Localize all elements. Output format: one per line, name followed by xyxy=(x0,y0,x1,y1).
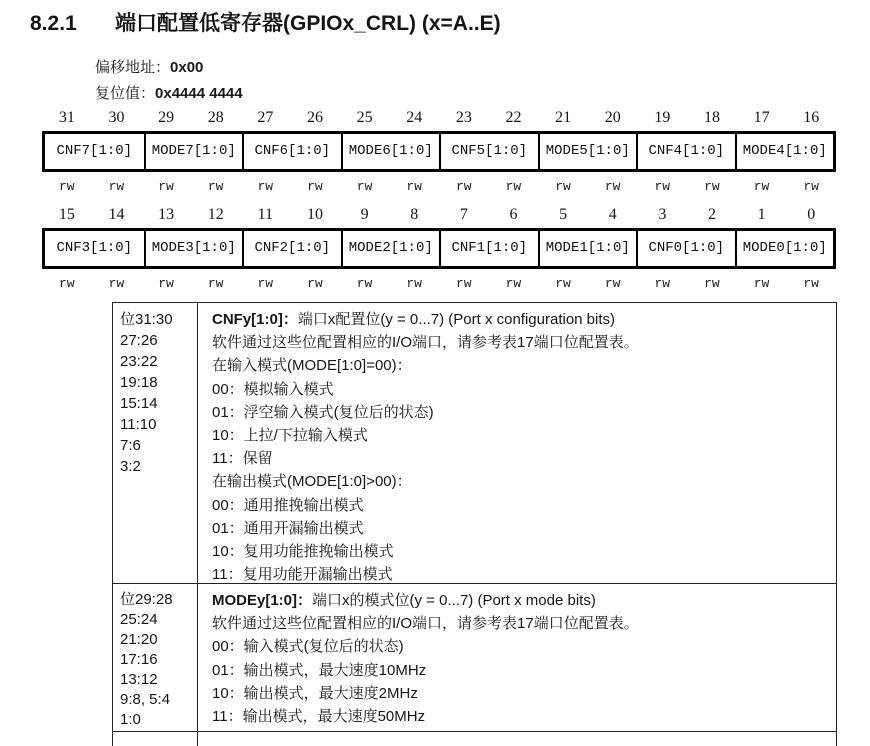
field-cell: CNF7[1:0] xyxy=(56,143,133,159)
access-flag: rw xyxy=(59,276,75,291)
bit-number: 19 xyxy=(654,109,671,126)
bit-range-line: 25:24 xyxy=(120,611,158,628)
field-term-rest: 端口x配置位(y = 0...7) (Port x configuration bits) xyxy=(297,311,616,328)
bit-number: 22 xyxy=(505,109,522,126)
field-cell: CNF6[1:0] xyxy=(242,134,341,169)
bit-number: 16 xyxy=(803,109,820,126)
description-line: 00：模拟输入模式 xyxy=(212,380,334,398)
access-flag: rw xyxy=(803,276,819,291)
field-term-rest: 端口x的模式位(y = 0...7) (Port x mode bits) xyxy=(312,592,596,609)
bit-number: 20 xyxy=(604,109,621,126)
description-line: 00：通用推挽输出模式 xyxy=(212,496,364,514)
bit-number: 4 xyxy=(608,206,617,223)
description-lines xyxy=(212,331,828,583)
access-flag: rw xyxy=(803,179,819,194)
bit-range-line: 1:0 xyxy=(120,711,141,728)
access-flag: rw xyxy=(257,276,274,291)
bit-number: 31 xyxy=(58,109,75,126)
bit-number: 15 xyxy=(58,206,75,223)
description-lines xyxy=(212,612,828,728)
field-cell: MODE4[1:0] xyxy=(735,134,834,169)
access-flag: rw xyxy=(654,179,671,194)
bit-number: 2 xyxy=(707,206,716,223)
access-flag: rw xyxy=(108,179,125,194)
field-cell: MODE3[1:0] xyxy=(144,231,243,266)
field-term: MODEy[1:0]： xyxy=(212,592,313,609)
bit-range-column xyxy=(113,303,197,583)
field-cell: CNF0[1:0] xyxy=(636,231,735,266)
access-flag: rw xyxy=(59,179,75,194)
description-line: 11：输出模式，最大速度50MHz xyxy=(212,708,426,726)
register-table-low xyxy=(42,204,836,291)
access-flag: rw xyxy=(505,276,522,291)
bit-number: 14 xyxy=(108,206,125,223)
bit-number: 27 xyxy=(257,109,274,126)
bit-number: 24 xyxy=(406,109,423,126)
bit-number: 9 xyxy=(360,206,369,223)
bit-number: 30 xyxy=(108,109,125,126)
field-term: CNFy[1:0]： xyxy=(212,311,298,328)
bit-number: 0 xyxy=(807,206,816,223)
field-cell: CNF5[1:0] xyxy=(439,134,538,169)
field-cell: CNF3[1:0] xyxy=(56,240,133,256)
access-flag: rw xyxy=(158,179,174,194)
bit-range-line: 13:12 xyxy=(120,671,158,688)
bit-range-line: 23:22 xyxy=(120,353,158,370)
field-cell: MODE0[1:0] xyxy=(735,231,834,266)
description-line: 10：上拉/下拉输入模式 xyxy=(212,427,368,445)
access-flag: rw xyxy=(456,276,472,291)
bit-range-line: 27:26 xyxy=(120,332,158,349)
bit-number: 17 xyxy=(753,109,770,126)
bit-number: 29 xyxy=(158,109,175,126)
description-line: 10：输出模式，最大速度2MHz xyxy=(212,684,418,702)
bit-number: 23 xyxy=(455,109,472,126)
access-flag: rw xyxy=(753,179,770,194)
description-row-mode xyxy=(113,584,836,732)
description-line: 在输入模式(MODE[1:0]=00)： xyxy=(212,357,412,375)
description-line: 在输出模式(MODE[1:0]>00)： xyxy=(212,473,412,491)
bit-range-line: 15:14 xyxy=(120,395,158,412)
bit-number: 11 xyxy=(257,206,274,223)
bit-range-line: 19:18 xyxy=(120,374,158,391)
bit-number: 3 xyxy=(658,206,667,223)
access-flag: rw xyxy=(704,179,720,194)
bit-range-line: 17:16 xyxy=(120,651,158,668)
access-flag: rw xyxy=(207,179,224,194)
field-cell: CNF4[1:0] xyxy=(636,134,735,169)
description-column xyxy=(197,732,836,746)
field-cell: MODE2[1:0] xyxy=(341,231,440,266)
access-flag: rw xyxy=(604,179,621,194)
access-flag: rw xyxy=(307,179,323,194)
description-table xyxy=(112,302,837,746)
bit-number: 5 xyxy=(559,206,568,223)
reset-value-line xyxy=(95,82,243,103)
bit-number-row xyxy=(42,107,836,128)
bit-range-line: 位29:28 xyxy=(120,591,173,608)
bit-number: 25 xyxy=(356,109,373,126)
description-line: 11：复用功能开漏输出模式 xyxy=(212,566,393,583)
access-flag: rw xyxy=(108,276,125,291)
description-row-cnf xyxy=(113,303,836,584)
bit-number: 18 xyxy=(703,109,720,126)
bit-number: 26 xyxy=(306,109,323,126)
description-line: 10：复用功能推挽输出模式 xyxy=(212,543,394,561)
description-line: 软件通过这些位配置相应的I/O端口，请参考表17端口位配置表。 xyxy=(212,334,639,352)
bit-number-row xyxy=(42,204,836,225)
reset-value-label: 复位值： xyxy=(95,85,156,102)
bit-range-line: 位31:30 xyxy=(120,311,173,328)
bit-range-line: 11:10 xyxy=(120,416,157,433)
bit-range-line: 7:6 xyxy=(120,437,141,454)
page-title: 端口配置低寄存器(GPIOx_CRL) (x=A..E) xyxy=(115,12,501,35)
access-row xyxy=(42,276,836,291)
offset-address-line xyxy=(95,56,203,77)
access-flag: rw xyxy=(654,276,671,291)
access-flag: rw xyxy=(406,179,422,194)
access-flag: rw xyxy=(604,276,621,291)
access-flag: rw xyxy=(406,276,422,291)
bit-range-column xyxy=(113,584,197,731)
field-row xyxy=(42,228,836,269)
bit-number: 21 xyxy=(555,109,572,126)
bit-number: 10 xyxy=(306,206,323,223)
access-flag: rw xyxy=(158,276,174,291)
field-cell: CNF2[1:0] xyxy=(242,231,341,266)
field-cell: CNF1[1:0] xyxy=(439,231,538,266)
bit-number: 6 xyxy=(509,206,518,223)
bit-number: 13 xyxy=(158,206,175,223)
field-cell: MODE6[1:0] xyxy=(341,134,440,169)
access-flag: rw xyxy=(505,179,522,194)
access-flag: rw xyxy=(456,179,472,194)
access-flag: rw xyxy=(356,179,373,194)
access-flag: rw xyxy=(555,276,571,291)
section-number: 8.2.1 xyxy=(30,12,77,35)
bit-number: 12 xyxy=(207,206,224,223)
field-definition-line xyxy=(212,308,828,331)
register-table-high xyxy=(42,107,836,194)
description-line: 01：通用开漏输出模式 xyxy=(212,519,364,537)
reset-value-value: 0x4444 4444 xyxy=(155,85,243,102)
access-flag: rw xyxy=(207,276,224,291)
description-line: 00：输入模式(复位后的状态) xyxy=(212,638,404,656)
field-definition-line xyxy=(212,589,828,612)
access-flag: rw xyxy=(555,179,571,194)
field-cell: MODE5[1:0] xyxy=(538,134,637,169)
field-cell: MODE1[1:0] xyxy=(538,231,637,266)
bit-number: 8 xyxy=(410,206,419,223)
access-flag: rw xyxy=(356,276,373,291)
bit-number: 1 xyxy=(757,206,766,223)
description-column xyxy=(197,584,836,731)
bit-range-line: 9:8, 5:4 xyxy=(120,691,171,708)
description-line: 软件通过这些位配置相应的I/O端口，请参考表17端口位配置表。 xyxy=(212,615,639,633)
description-column xyxy=(197,303,836,583)
access-flag: rw xyxy=(753,276,770,291)
bit-range-column xyxy=(113,732,197,746)
description-row-clipped xyxy=(113,732,836,746)
field-cell: MODE7[1:0] xyxy=(144,134,243,169)
access-flag: rw xyxy=(257,179,274,194)
offset-address-label: 偏移地址： xyxy=(95,59,171,76)
offset-address-value: 0x00 xyxy=(170,59,204,76)
bit-range-line: 3:2 xyxy=(120,458,141,475)
description-line: 01：输出模式，最大速度10MHz xyxy=(212,661,427,679)
description-line: 01：浮空输入模式(复位后的状态) xyxy=(212,403,434,421)
bit-number: 7 xyxy=(459,206,468,223)
description-line: 11：保留 xyxy=(212,450,273,468)
access-flag: rw xyxy=(307,276,323,291)
field-row xyxy=(42,131,836,172)
bit-number: 28 xyxy=(207,109,224,126)
access-flag: rw xyxy=(704,276,720,291)
section-heading xyxy=(30,7,501,37)
access-row xyxy=(42,179,836,194)
bit-range-line: 21:20 xyxy=(120,631,158,648)
